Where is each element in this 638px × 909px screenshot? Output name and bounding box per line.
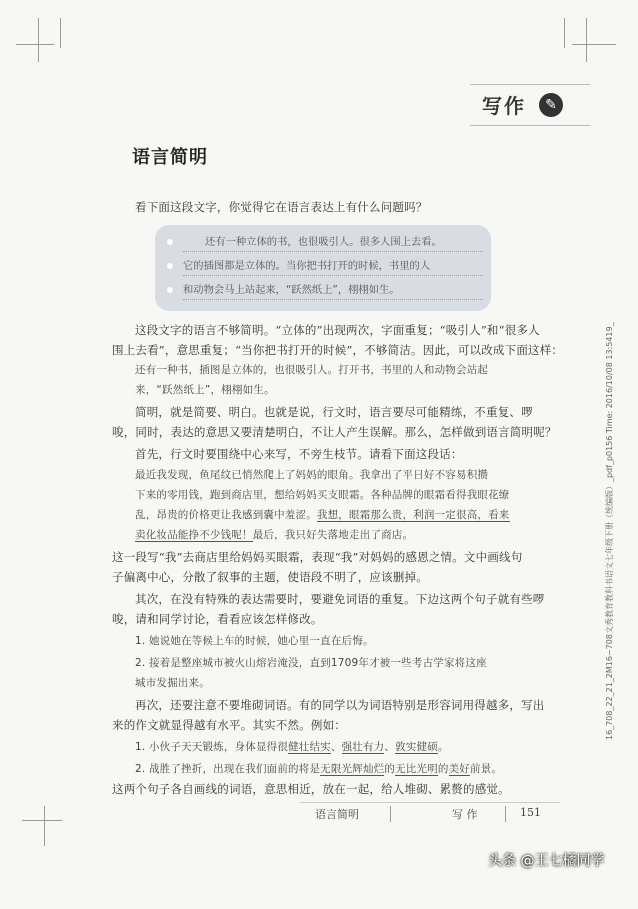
print-metadata: 16_708_22_21_2M16~708文秀教育教科书语文七年级下册（统编版）_pdf_p0156 Time: 2016/10/08 13:5419_ [605,322,614,740]
footer-rule [300,802,560,803]
paragraph: 唆，同时，表达的意思又要清楚明白，不让人产生误解。那么，怎样做到语言简明呢？ [112,425,557,439]
example-sentence: 2. 接着是整座城市被火山熔岩淹没，直到1709年才被一些考古学家将这座 [135,657,487,669]
quote-line: 和动物会马上站起来，“跃然纸上”，栩栩如生。 [183,281,483,300]
watermark: 头条 @王七橘同学 [488,853,605,869]
footer-divider [390,806,391,822]
crop-mark [16,44,54,45]
page-number: 151 [520,806,541,819]
paragraph: 围上去看”，意思重复；“当你把书打开的时候”，不够简洁。因此，可以改成下面这样： [112,343,564,357]
example-text-plain: 前景。 [469,763,503,775]
example-text: 最近我发现，鱼尾纹已悄然爬上了妈妈的眼角。我拿出了平日好不容易积攒 [135,469,489,481]
footer-divider [505,806,506,822]
quote-line: 它的插图都是立体的。当你把书打开的时候，书里的人 [183,257,483,276]
example-text-plain: 乱，昂贵的价格更让我感到囊中羞涩。 [135,509,317,521]
revised-text: 来，“跃然纸上”，栩栩如生。 [135,384,275,396]
bullet-icon [167,287,173,293]
example-sentence: 1. 她说她在等候上车的时候，她心里一直在后悔。 [135,635,374,647]
underlined-sentence: 我想，眼霜那么贵，利润一定很高，看来 [316,509,510,521]
underlined-phrase: 无限光辉灿烂 [320,763,385,775]
paragraph: 其次，在没有特殊的表达需要时，要避免词语的重复。下边这两个句子就有些啰 [135,592,545,606]
crop-mark [22,820,62,821]
crop-mark [60,18,61,48]
paragraph: 这一段写“我”去商店里给妈妈买眼霜，表现“我”对妈妈的感恩之情。文中画线句 [112,550,523,564]
example-sentence: 城市发掘出来。 [135,677,210,689]
example-sentence [112,737,560,758]
crop-mark [564,18,565,48]
paragraph: 子偏离中心，分散了叙事的主题，使语段不明了，应该删掉。 [112,570,428,584]
example-text [135,525,583,546]
footer-chapter: 写 作 [452,808,478,821]
lesson-title: 语言简明 [132,147,208,168]
paragraph: 简明，就是简要、明白。也就是说，行文时，语言要尽可能精练，不重复、啰 [135,405,533,419]
example-text-plain: 1. 小伙子天天锻炼，身体显得很 [135,741,289,753]
quote-box [155,225,491,311]
example-text [135,505,583,526]
example-text-plain: 、 [384,741,396,753]
example-text-plain: 的 [437,763,449,775]
intro-text: 看下面这段文字，你觉得它在语言表达上有什么问题吗？ [135,200,428,214]
bullet-icon [167,263,173,269]
example-text-plain: 、 [330,741,342,753]
pen-icon: ✎ [539,93,563,117]
example-sentence [112,759,560,780]
crop-mark [586,18,587,62]
bullet-icon [167,239,173,245]
example-text-plain: 最后，我只好失落地走出了商店。 [252,529,414,541]
paragraph: 这段文字的语言不够简明。“立体的”出现两次，字面重复；“吸引人”和“很多人 [135,323,540,337]
example-text-plain: 。 [437,741,449,753]
example-text-plain: 的 [384,763,396,775]
underlined-phrase: 美好 [448,763,470,775]
underlined-phrase: 无比光明 [395,763,438,775]
example-text-plain: 2. 战胜了挫折，出现在我们面前的将是 [135,763,321,775]
underlined-phrase: 健壮结实 [288,741,331,753]
crop-mark [38,18,39,62]
paragraph: 再次，还要注意不要堆砌词语。有的同学以为词语特别是形容词用得越多，写出 [135,698,545,712]
underlined-phrase: 强壮有力 [341,741,385,753]
revised-text: 还有一种书，插图是立体的，也很吸引人。打开书，书里的人和动物会站起 [135,364,489,376]
paragraph: 来的作文就显得越有水平。其实不然。例如： [112,718,346,732]
crop-mark [572,44,616,45]
paragraph: 唆，请和同学讨论，看看应该怎样修改。 [112,612,323,626]
footer-section-name: 语言简明 [315,808,359,821]
section-label: 写作 [482,94,526,118]
paragraph: 这两个句子各自画线的词语，意思相近，放在一起，给人堆砌、累赘的感觉。 [112,782,510,796]
quote-line: 还有一种立体的书，也很吸引人。很多人围上去看。 [183,233,483,252]
underlined-sentence: 卖化妆品能挣不少钱呢！ [135,529,253,541]
underlined-phrase: 敦实健硕 [395,741,438,753]
crop-mark [44,806,45,846]
example-text: 下来的零用钱，跑到商店里，想给妈妈买支眼霜。各种品牌的眼霜看得我眼花缭 [135,489,510,501]
paragraph: 首先，行文时要围绕中心来写，不旁生枝节。请看下面这段话： [135,447,463,461]
